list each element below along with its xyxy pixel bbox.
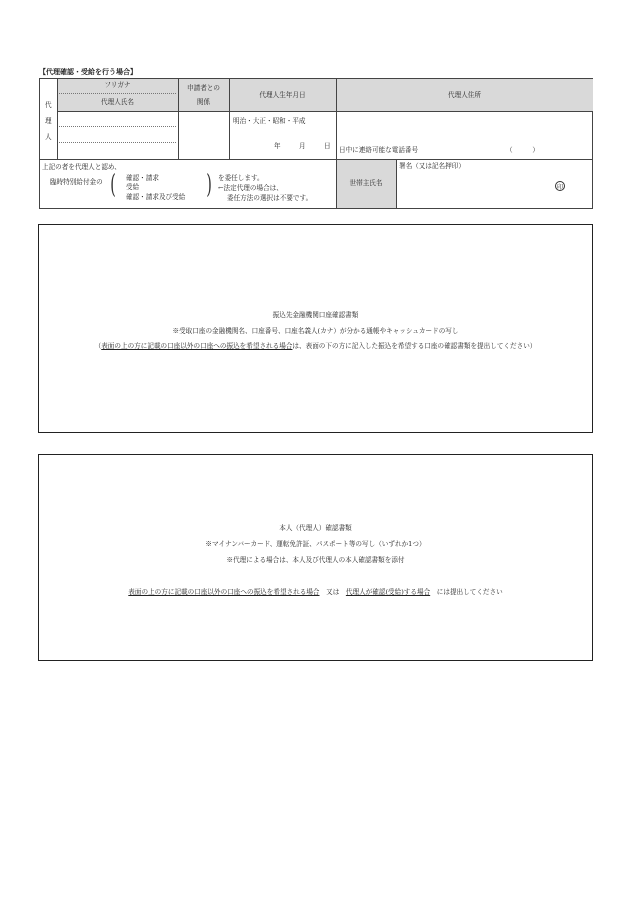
year-label: 年 bbox=[274, 142, 281, 150]
birthdate-label: 代理人生年月日 bbox=[259, 91, 306, 99]
address-input[interactable] bbox=[337, 112, 592, 144]
legal-note-line1: ←法定代理の場合は、 bbox=[218, 184, 283, 192]
option-receive[interactable]: 受給 bbox=[126, 183, 140, 191]
bank-doc-instruction: （表面の上の方に記載の口座以外の口座への振込を希望される場合は、表面の下の方に記入した振込を希望する口座の確認書類を提出してください） bbox=[94, 342, 537, 350]
furigana-label: フリガナ bbox=[104, 81, 131, 89]
agent-vertical-char-2: 理 bbox=[45, 117, 52, 125]
phone-label: 日中に連絡可能な電話番号 bbox=[339, 146, 419, 154]
delegation-line2: 臨時特別給付金の bbox=[50, 178, 103, 186]
bank-account-document-box[interactable] bbox=[38, 224, 593, 433]
relation-input[interactable] bbox=[179, 112, 228, 158]
left-brace-icon: ( bbox=[110, 170, 116, 200]
legal-note-line2: 委任方法の選択は不要です。 bbox=[227, 194, 313, 202]
furigana-input[interactable] bbox=[58, 112, 177, 125]
relation-label-line1: 申請者との bbox=[187, 84, 220, 92]
agent-vertical-char-1: 代 bbox=[45, 101, 52, 109]
householder-label: 世帯主氏名 bbox=[349, 179, 383, 187]
phone-input[interactable]: （ ） bbox=[506, 146, 539, 154]
delegate-text: を委任します。 bbox=[218, 174, 264, 182]
seal-icon: 印 bbox=[555, 181, 565, 191]
month-label: 月 bbox=[299, 142, 306, 150]
relation-label-line2: 関係 bbox=[196, 98, 211, 106]
right-brace-icon: ) bbox=[206, 170, 212, 200]
day-label: 日 bbox=[324, 142, 331, 150]
agent-vertical-char-3: 人 bbox=[45, 133, 52, 141]
id-doc-condition: 表面の上の方に記載の口座以外の口座への振込を希望される場合 又は 代理人が確認(受給)する場合 には提出してください bbox=[128, 588, 503, 596]
address-label: 代理人住所 bbox=[448, 91, 481, 99]
agent-name-label: 代理人氏名 bbox=[101, 98, 134, 106]
id-doc-note: ※マイナンバーカード、運転免許証、パスポート等の写し（いずれか1つ） bbox=[205, 540, 426, 548]
identity-document-box[interactable] bbox=[38, 454, 593, 661]
signature-label: 署名（又は記名押印） bbox=[399, 162, 465, 170]
option-confirm-request[interactable]: 確認・請求 bbox=[126, 174, 159, 182]
agent-table bbox=[39, 78, 593, 209]
option-confirm-request-receive[interactable]: 確認・請求及び受給 bbox=[126, 193, 186, 201]
bank-doc-title: 振込先金融機関口座確認書類 bbox=[272, 311, 359, 319]
signature-input[interactable] bbox=[398, 173, 578, 205]
era-options[interactable]: 明治・大正・昭和・平成 bbox=[233, 117, 306, 125]
delegation-line1: 上記の者を代理人と認め、 bbox=[42, 163, 121, 171]
id-doc-title: 本人（代理人）確認書類 bbox=[279, 524, 352, 532]
bank-doc-note: ※受取口座の金融機関名、口座番号、口座名義人(カナ）が分かる通帳やキャッシュカードの写し bbox=[172, 327, 459, 335]
section-title: 【代理確認・受給を行う場合】 bbox=[39, 67, 137, 76]
agent-name-input[interactable] bbox=[58, 127, 177, 157]
id-doc-proxy-note: ※代理による場合は、本人及び代理人の本人確認書類を添付 bbox=[226, 556, 405, 564]
